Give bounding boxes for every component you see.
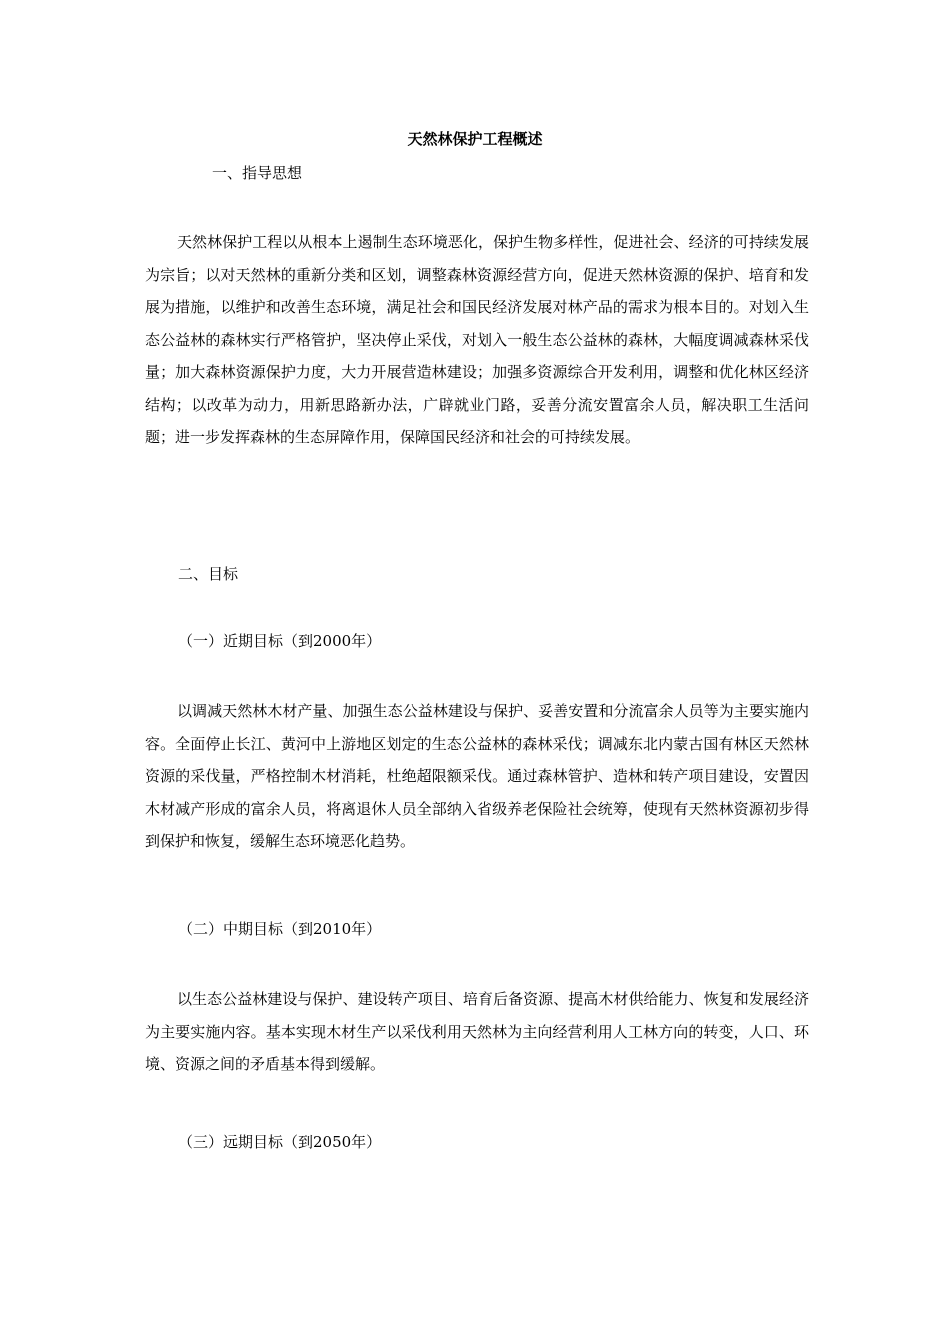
paragraph-mid-term: 以生态公益林建设与保护、建设转产项目、培育后备资源、提高木材供给能力、恢复和发展经济为主要实施内容。基本实现木材生产以采伐利用天然林为主向经营利用人工林方向的转变，人口、环境、资源之间的矛盾基本得到缓解。 xyxy=(145,990,809,1073)
paragraph-guiding: 天然林保护工程以从根本上遏制生态环境恶化，保护生物多样性，促进社会、经济的可持续发展为宗旨；以对天然林的重新分类和区划，调整森林资源经营方向，促进天然林资源的保护、培育和发展为措施，以维护和改善生态环境，满足社会和国民经济发展对林产品的需求为根本目的。对划入生态公益林的森林实行严格管护，坚决停止采伐，对划入一般生态公益林的森林，大幅度调减森林采伐量；加大森林资源保护力度，大力开展营造林建设；加强多资源综合开发利用，调整和优化林区经济结构；以改革为动力，用新思路新办法，广辟就业门路，妥善分流安置富余人员，解决职工生活问题；进一步发挥森林的生态屏障作用，保障国民经济和社会的可持续发展。 xyxy=(145,233,809,446)
section-heading-guiding: 一、指导思想 xyxy=(212,164,303,182)
section-heading-goals: 二、目标 xyxy=(178,565,239,583)
subheading-long-term: （三）远期目标（到2050年） xyxy=(178,1133,382,1151)
document-title: 天然林保护工程概述 xyxy=(407,130,543,148)
subheading-mid-term: （二）中期目标（到2010年） xyxy=(178,920,382,938)
subheading-near-term: （一）近期目标（到2000年） xyxy=(178,632,382,650)
paragraph-near-term: 以调减天然林木材产量、加强生态公益林建设与保护、妥善安置和分流富余人员等为主要实施内容。全面停止长江、黄河中上游地区划定的生态公益林的森林采伐；调减东北内蒙古国有林区天然林资源的采伐量，严格控制木材消耗，杜绝超限额采伐。通过森林管护、造林和转产项目建设，安置因木材减产形成的富余人员，将离退休人员全部纳入省级养老保险社会统筹，使现有天然林资源初步得到保护和恢复，缓解生态环境恶化趋势。 xyxy=(145,702,809,850)
